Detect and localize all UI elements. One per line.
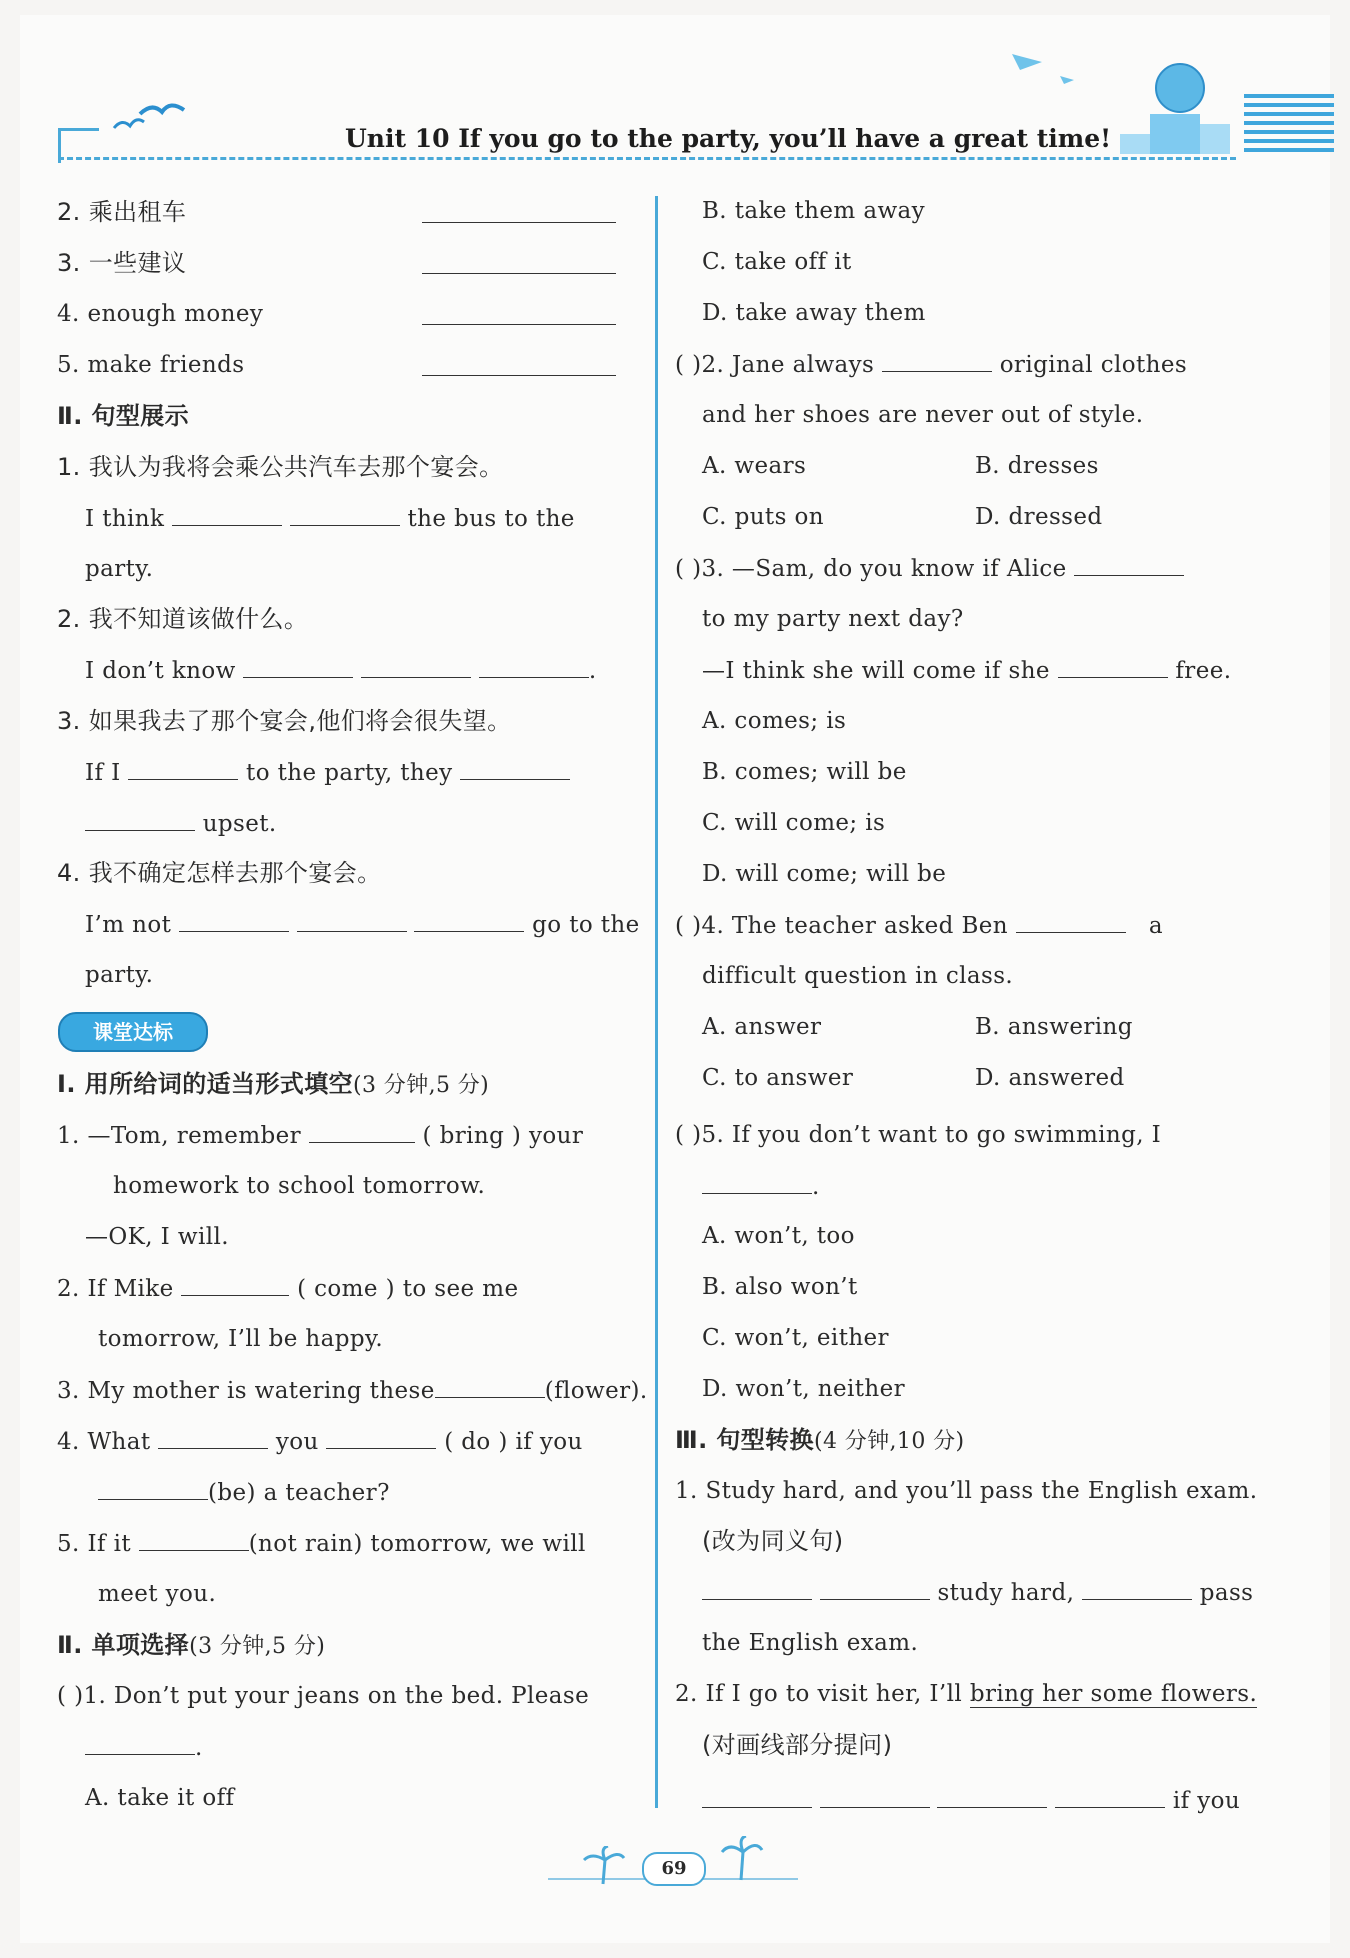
fill-item-line: meet you. [98,1581,217,1607]
answer-blank[interactable] [422,302,616,325]
answer-blank[interactable] [85,808,195,831]
fill-item-5: 5. If it (not rain) tomorrow, we will [57,1528,586,1559]
instruction: (对画线部分提问) [702,1731,893,1759]
palm-tree-icon [578,1846,628,1886]
answer-blank[interactable] [422,251,616,274]
answer-blank[interactable] [139,1528,249,1551]
option-b[interactable]: B. answering [975,1014,1133,1040]
mc-question-3: ( )3. —Sam, do you know if Alice [675,553,1184,584]
option-c[interactable]: C. take off it [702,249,852,275]
answer-blank[interactable] [937,1785,1047,1808]
section-badge: 课堂达标 [58,1012,208,1052]
mc-question-line: to my party next day? [702,606,964,632]
section-heading: Ⅱ. 句型展示 [57,402,190,430]
option-a[interactable]: A. comes; is [702,708,847,734]
sentence-line: upset. [85,808,277,839]
answer-blank[interactable] [297,909,407,932]
answer-blank[interactable] [1082,1577,1192,1600]
fill-item-2: 2. If Mike ( come ) to see me [57,1273,518,1304]
vocab-item-3: 3. 一些建议 [57,249,187,277]
fill-item-line: (be) a teacher? [98,1477,390,1508]
answer-blank[interactable] [179,909,289,932]
option-d[interactable]: D. take away them [702,300,926,326]
sentence-prompt: 1. 我认为我将会乘公共汽车去那个宴会。 [57,453,504,481]
option-d[interactable]: D. won’t, neither [702,1376,906,1402]
answer-blank[interactable] [243,655,353,678]
answer-blank[interactable] [1016,910,1126,933]
answer-blank[interactable] [361,655,471,678]
option-c[interactable]: C. puts on [702,504,824,530]
sentence-line: I’m not go to the [85,909,640,940]
transform-line: if you [702,1785,1240,1816]
answer-blank[interactable] [479,655,589,678]
vocab-item-4: 4. enough money [57,301,264,327]
sentence-line: I think the bus to the [85,503,575,534]
sentence-line: party. [85,962,154,988]
answer-blank[interactable] [702,1171,812,1194]
option-b[interactable]: B. take them away [702,198,926,224]
option-d[interactable]: D. dressed [975,504,1103,530]
answer-blank[interactable] [326,1426,436,1449]
section-heading: Ⅲ. 句型转换(4 分钟,10 分) [675,1426,965,1454]
answer-blank[interactable] [820,1577,930,1600]
vocab-item-5: 5. make friends [57,352,245,378]
header-dashed-rule [58,157,1236,160]
seagulls-icon [110,98,190,143]
sentence-line: party. [85,556,154,582]
answer-blank[interactable] [309,1120,415,1143]
option-b[interactable]: B. dresses [975,453,1099,479]
fill-item-line: —OK, I will. [85,1224,229,1250]
page-number: 69 [642,1852,706,1886]
answer-blank[interactable] [181,1273,289,1296]
mc-question-4: ( )4. The teacher asked Ben a [675,910,1163,941]
instruction: (改为同义句) [702,1527,844,1555]
answer-blank[interactable] [820,1785,930,1808]
answer-blank[interactable] [882,349,992,372]
option-a[interactable]: A. answer [702,1014,822,1040]
option-c[interactable]: C. won’t, either [702,1325,889,1351]
option-a[interactable]: A. wears [702,453,807,479]
section-heading: Ⅱ. 单项选择(3 分钟,5 分) [57,1631,326,1659]
answer-blank[interactable] [1058,655,1168,678]
vocab-item-2: 2. 乘出租车 [57,198,187,226]
fill-item-line: tomorrow, I’ll be happy. [98,1326,384,1352]
sentence-line: If I to the party, they [85,757,570,788]
option-c[interactable]: C. will come; is [702,810,886,836]
answer-blank[interactable] [422,353,616,376]
sentence-prompt: 2. 我不知道该做什么。 [57,605,309,633]
fill-item-4: 4. What you ( do ) if you [57,1426,583,1457]
mc-question-line: —I think she will come if she free. [702,655,1231,686]
answer-blank[interactable] [1074,553,1184,576]
fill-item-line: homework to school tomorrow. [113,1173,486,1199]
section-heading: Ⅰ. 用所给词的适当形式填空(3 分钟,5 分) [57,1070,490,1098]
answer-blank[interactable] [702,1785,812,1808]
mc-question-line: . [702,1171,820,1202]
mc-question-2: ( )2. Jane always original clothes [675,349,1187,380]
header-stripes [1244,94,1334,162]
mc-question-line: difficult question in class. [702,963,1014,989]
fill-item-3: 3. My mother is watering these (flower). [57,1375,648,1406]
column-divider [655,196,658,1808]
option-d[interactable]: D. answered [975,1065,1125,1091]
mc-question-line: . [85,1732,203,1763]
option-b[interactable]: B. comes; will be [702,759,907,785]
page-header-title: Unit 10 If you go to the party, you’ll have a great time! [345,124,1112,153]
answer-blank[interactable] [422,200,616,223]
option-a[interactable]: A. take it off [85,1785,235,1811]
answer-blank[interactable] [414,909,524,932]
answer-blank[interactable] [435,1375,545,1398]
option-c[interactable]: C. to answer [702,1065,854,1091]
answer-blank[interactable] [460,757,570,780]
sentence-line: I don’t know . [85,655,597,686]
underlined-phrase: bring her some flowers. [969,1681,1258,1707]
answer-blank[interactable] [702,1577,812,1600]
option-b[interactable]: B. also won’t [702,1274,858,1300]
sentence-prompt: 4. 我不确定怎样去那个宴会。 [57,859,382,887]
answer-blank[interactable] [98,1477,208,1500]
transform-line: the English exam. [702,1630,919,1656]
sentence-prompt: 3. 如果我去了那个宴会,他们将会很失望。 [57,707,512,735]
mc-question-5: ( )5. If you don’t want to go swimming, I [675,1122,1162,1148]
answer-blank[interactable] [172,503,282,526]
option-d[interactable]: D. will come; will be [702,861,947,887]
mc-question-line: and her shoes are never out of style. [702,402,1144,428]
mc-question-1: ( )1. Don’t put your jeans on the bed. Please [57,1683,590,1709]
answer-blank[interactable] [290,503,400,526]
answer-blank[interactable] [1055,1785,1165,1808]
transform-item-2: 2. If I go to visit her, I’ll bring her some flowers. [675,1681,1258,1707]
fill-item-1: 1. —Tom, remember ( bring ) your [57,1120,583,1151]
transform-item-1: 1. Study hard, and you’ll pass the English exam. [675,1478,1258,1504]
answer-blank[interactable] [128,757,238,780]
transform-line: study hard, pass [702,1577,1253,1608]
page-footer [548,1846,798,1890]
answer-blank[interactable] [158,1426,268,1449]
option-a[interactable]: A. won’t, too [702,1223,855,1249]
palm-tree-icon [716,1836,766,1882]
answer-blank[interactable] [85,1732,195,1755]
